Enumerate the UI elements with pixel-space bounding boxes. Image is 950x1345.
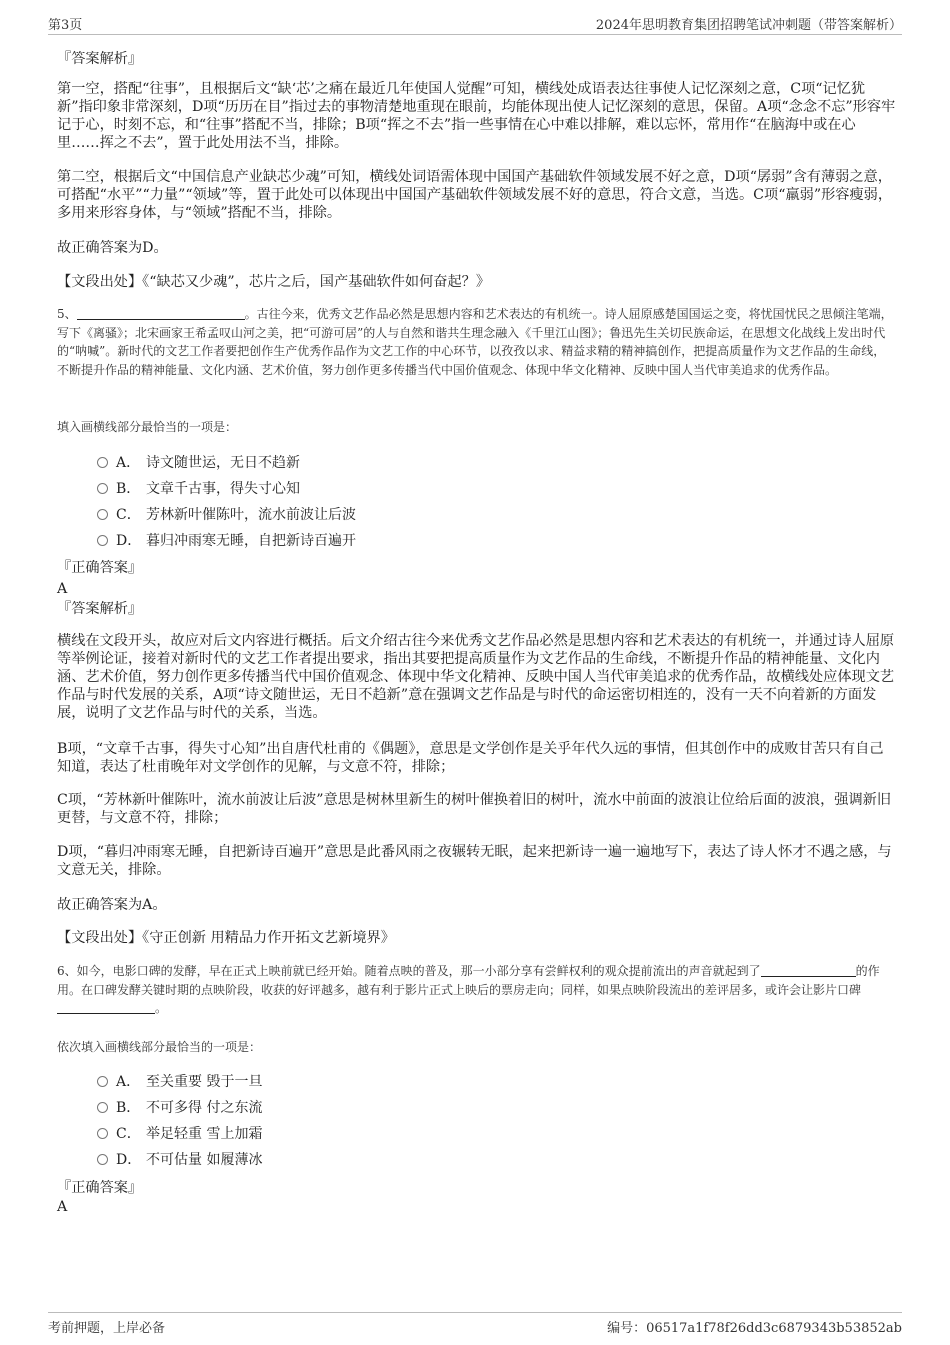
q4-analysis-p1: 第一空，搭配“往事”，且根据后文“缺‘芯’之痛在最近几年使国人觉醒”可知，横线处成语表达往事使人记忆深刻之意，C项“记忆犹新”指印象非常深刻，D项“历历在目”指过去的事物清楚地重现在眼前，均能体现出使人记忆深刻的意思，保留。A项“念念不忘”形容牢记于心，时刻不忘，和“往事”搭配不当，排除；B项“挥之不去”指一些事情在心中难以排解，难以忘怀，常用作“在脑海中或在心里……挥之不去”，置于此处用法不当，排除。 xyxy=(57,81,896,151)
q6-answer: A xyxy=(57,1199,68,1215)
q5-analysis-p4: D项，“暮归冲雨寒无睡，自把新诗百遍开”意思是此番风雨之夜辗转无眠，起来把新诗一遍一遍地写下，表达了诗人怀才不遇之感，与文意无关，排除。 xyxy=(57,844,892,878)
page-footer xyxy=(48,1312,902,1337)
q5-analysis-p2: B项，“文章千古事，得失寸心知”出自唐代杜甫的《偶题》，意思是文学创作是关乎年代久远的事情，但其创作中的成败甘苦只有自己知道，表达了杜甫晚年对文学创作的见解，与文意不符，排除； xyxy=(57,741,884,775)
q5-option-d[interactable]: D． 暮归冲雨寒无睡，自把新诗百遍开 xyxy=(97,532,356,550)
q5-option-a[interactable]: A． 诗文随世运，无日不趋新 xyxy=(97,454,300,472)
q5-option-c[interactable]: C． 芳林新叶催陈叶，流水前波让后波 xyxy=(97,506,356,524)
radio-icon[interactable] xyxy=(97,457,108,468)
q5-number: 5、 xyxy=(57,307,77,321)
q6-blank-1 xyxy=(761,963,856,977)
q4-source: 【文段出处】《“缺芯又少魂”，芯片之后，国产基础软件如何奋起？》 xyxy=(57,274,491,290)
q6-blank-2 xyxy=(57,1000,155,1014)
document-id: 编号：06517a1f78f26dd3c6879343b53852ab xyxy=(607,1321,902,1336)
radio-icon[interactable] xyxy=(97,483,108,494)
radio-icon[interactable] xyxy=(97,1128,108,1139)
q4-analysis-label: 『答案解析』 xyxy=(57,51,143,67)
q5-answer-label: 『正确答案』 xyxy=(57,560,143,576)
radio-icon[interactable] xyxy=(97,1154,108,1165)
q6-prompt: 依次填入画横线部分最恰当的一项是： xyxy=(57,1040,262,1054)
q5-option-b[interactable]: B． 文章千古事，得失寸心知 xyxy=(97,480,300,498)
q5-conclusion: 故正确答案为A。 xyxy=(57,897,167,913)
q6-option-b[interactable]: B． 不可多得 付之东流 xyxy=(97,1099,262,1117)
q5-source: 【文段出处】《守正创新 用精品力作开拓文艺新境界》 xyxy=(57,930,395,946)
document-title: 2024年思明教育集团招聘笔试冲刺题（带答案解析） xyxy=(595,18,902,33)
footer-slogan: 考前押题，上岸必备 xyxy=(48,1321,166,1336)
radio-icon[interactable] xyxy=(97,509,108,520)
page-header xyxy=(48,14,902,35)
q6-answer-label: 『正确答案』 xyxy=(57,1180,143,1196)
q4-analysis-p2: 第二空，根据后文“中国信息产业缺芯少魂”可知，横线处词语需体现中国国产基础软件领域发展不好之意，D项“孱弱”含有薄弱之意，可搭配“水平”“力量”“领域”等，置于此处可以体现出中国国产基础软件领域发展不好的意思，符合文意，当选。C项“羸弱”形容瘦弱，多用来形容身体，与“领域”搭配不当，排除。 xyxy=(57,169,893,221)
q5-stem xyxy=(57,305,897,379)
q4-conclusion: 故正确答案为D。 xyxy=(57,240,168,256)
q5-analysis-label: 『答案解析』 xyxy=(57,601,143,617)
q5-analysis-p3: C项，“芳林新叶催陈叶，流水前波让后波”意思是树林里新生的树叶催换着旧的树叶，流水中前面的波浪让位给后面的波浪，强调新旧更替，与文意不符，排除； xyxy=(57,792,892,826)
q6-option-a[interactable]: A． 至关重要 毁于一旦 xyxy=(97,1073,262,1091)
q6-option-c[interactable]: C． 举足轻重 雪上加霜 xyxy=(97,1125,262,1143)
q6-stem: 6、如今，电影口碑的发酵，早在正式上映前就已经开始。随着点映的普及，那一小部分享有尝鲜权利的观众提前流出的声音就起到了 的作用。在口碑发酵关键时期的点映阶段，收获的好评越多，越有利于影片正式上映后的票房走向；同样，如果点映阶段流出的差评居多，或许会让影片口碑 。 xyxy=(57,964,880,1015)
radio-icon[interactable] xyxy=(97,1076,108,1087)
q5-blank xyxy=(77,306,245,320)
radio-icon[interactable] xyxy=(97,535,108,546)
q5-analysis-p1: 横线在文段开头，故应对后文内容进行概括。后文介绍古往今来优秀文艺作品必然是思想内容和艺术表达的有机统一，并通过诗人屈原等举例论证，接着对新时代的文艺工作者提出要求，指出其要把提高质量作为文艺作品的生命线，不断提升作品的精神能量、文化内涵、艺术价值，努力创作更多传播当代中国价值观念、体现中华文化精神、反映中国人当代审美追求的优秀作品，故横线处应体现文艺作品与时代发展的关系，A项“诗文随世运，无日不趋新”意在强调文艺作品是与时代的命运密切相连的，没有一天不向着新的方面发展，说明了文艺作品与时代的关系，当选。 xyxy=(57,633,895,721)
page-number: 第3页 xyxy=(48,18,83,33)
q6-option-d[interactable]: D． 不可估量 如履薄冰 xyxy=(97,1151,262,1169)
q5-stem-text: 。古往今来，优秀文艺作品必然是思想内容和艺术表达的有机统一。诗人屈原感楚国国运之变，将忧国忧民之思倾注笔端，写下《离骚》；北宋画家王希孟叹山河之美，把“可游可居”的人与自然和谐共生理念融入《千里江山图》；鲁迅先生关切民族命运，在思想文化战线上发出时代的“呐喊”。新时代的文艺工作者要把创作生产优秀作品作为文艺工作的中心环节，以孜孜以求、精益求精的精神搞创作，把提高质量作为文艺作品的生命线，不断提升作品的精神能量、文化内涵、艺术价值，努力创作更多传播当代中国价值观念、体现中华文化精神、反映中国人当代审美追求的优秀作品。 xyxy=(57,307,893,377)
q5-prompt: 填入画横线部分最恰当的一项是： xyxy=(57,420,238,434)
radio-icon[interactable] xyxy=(97,1102,108,1113)
q5-answer: A xyxy=(57,581,68,597)
